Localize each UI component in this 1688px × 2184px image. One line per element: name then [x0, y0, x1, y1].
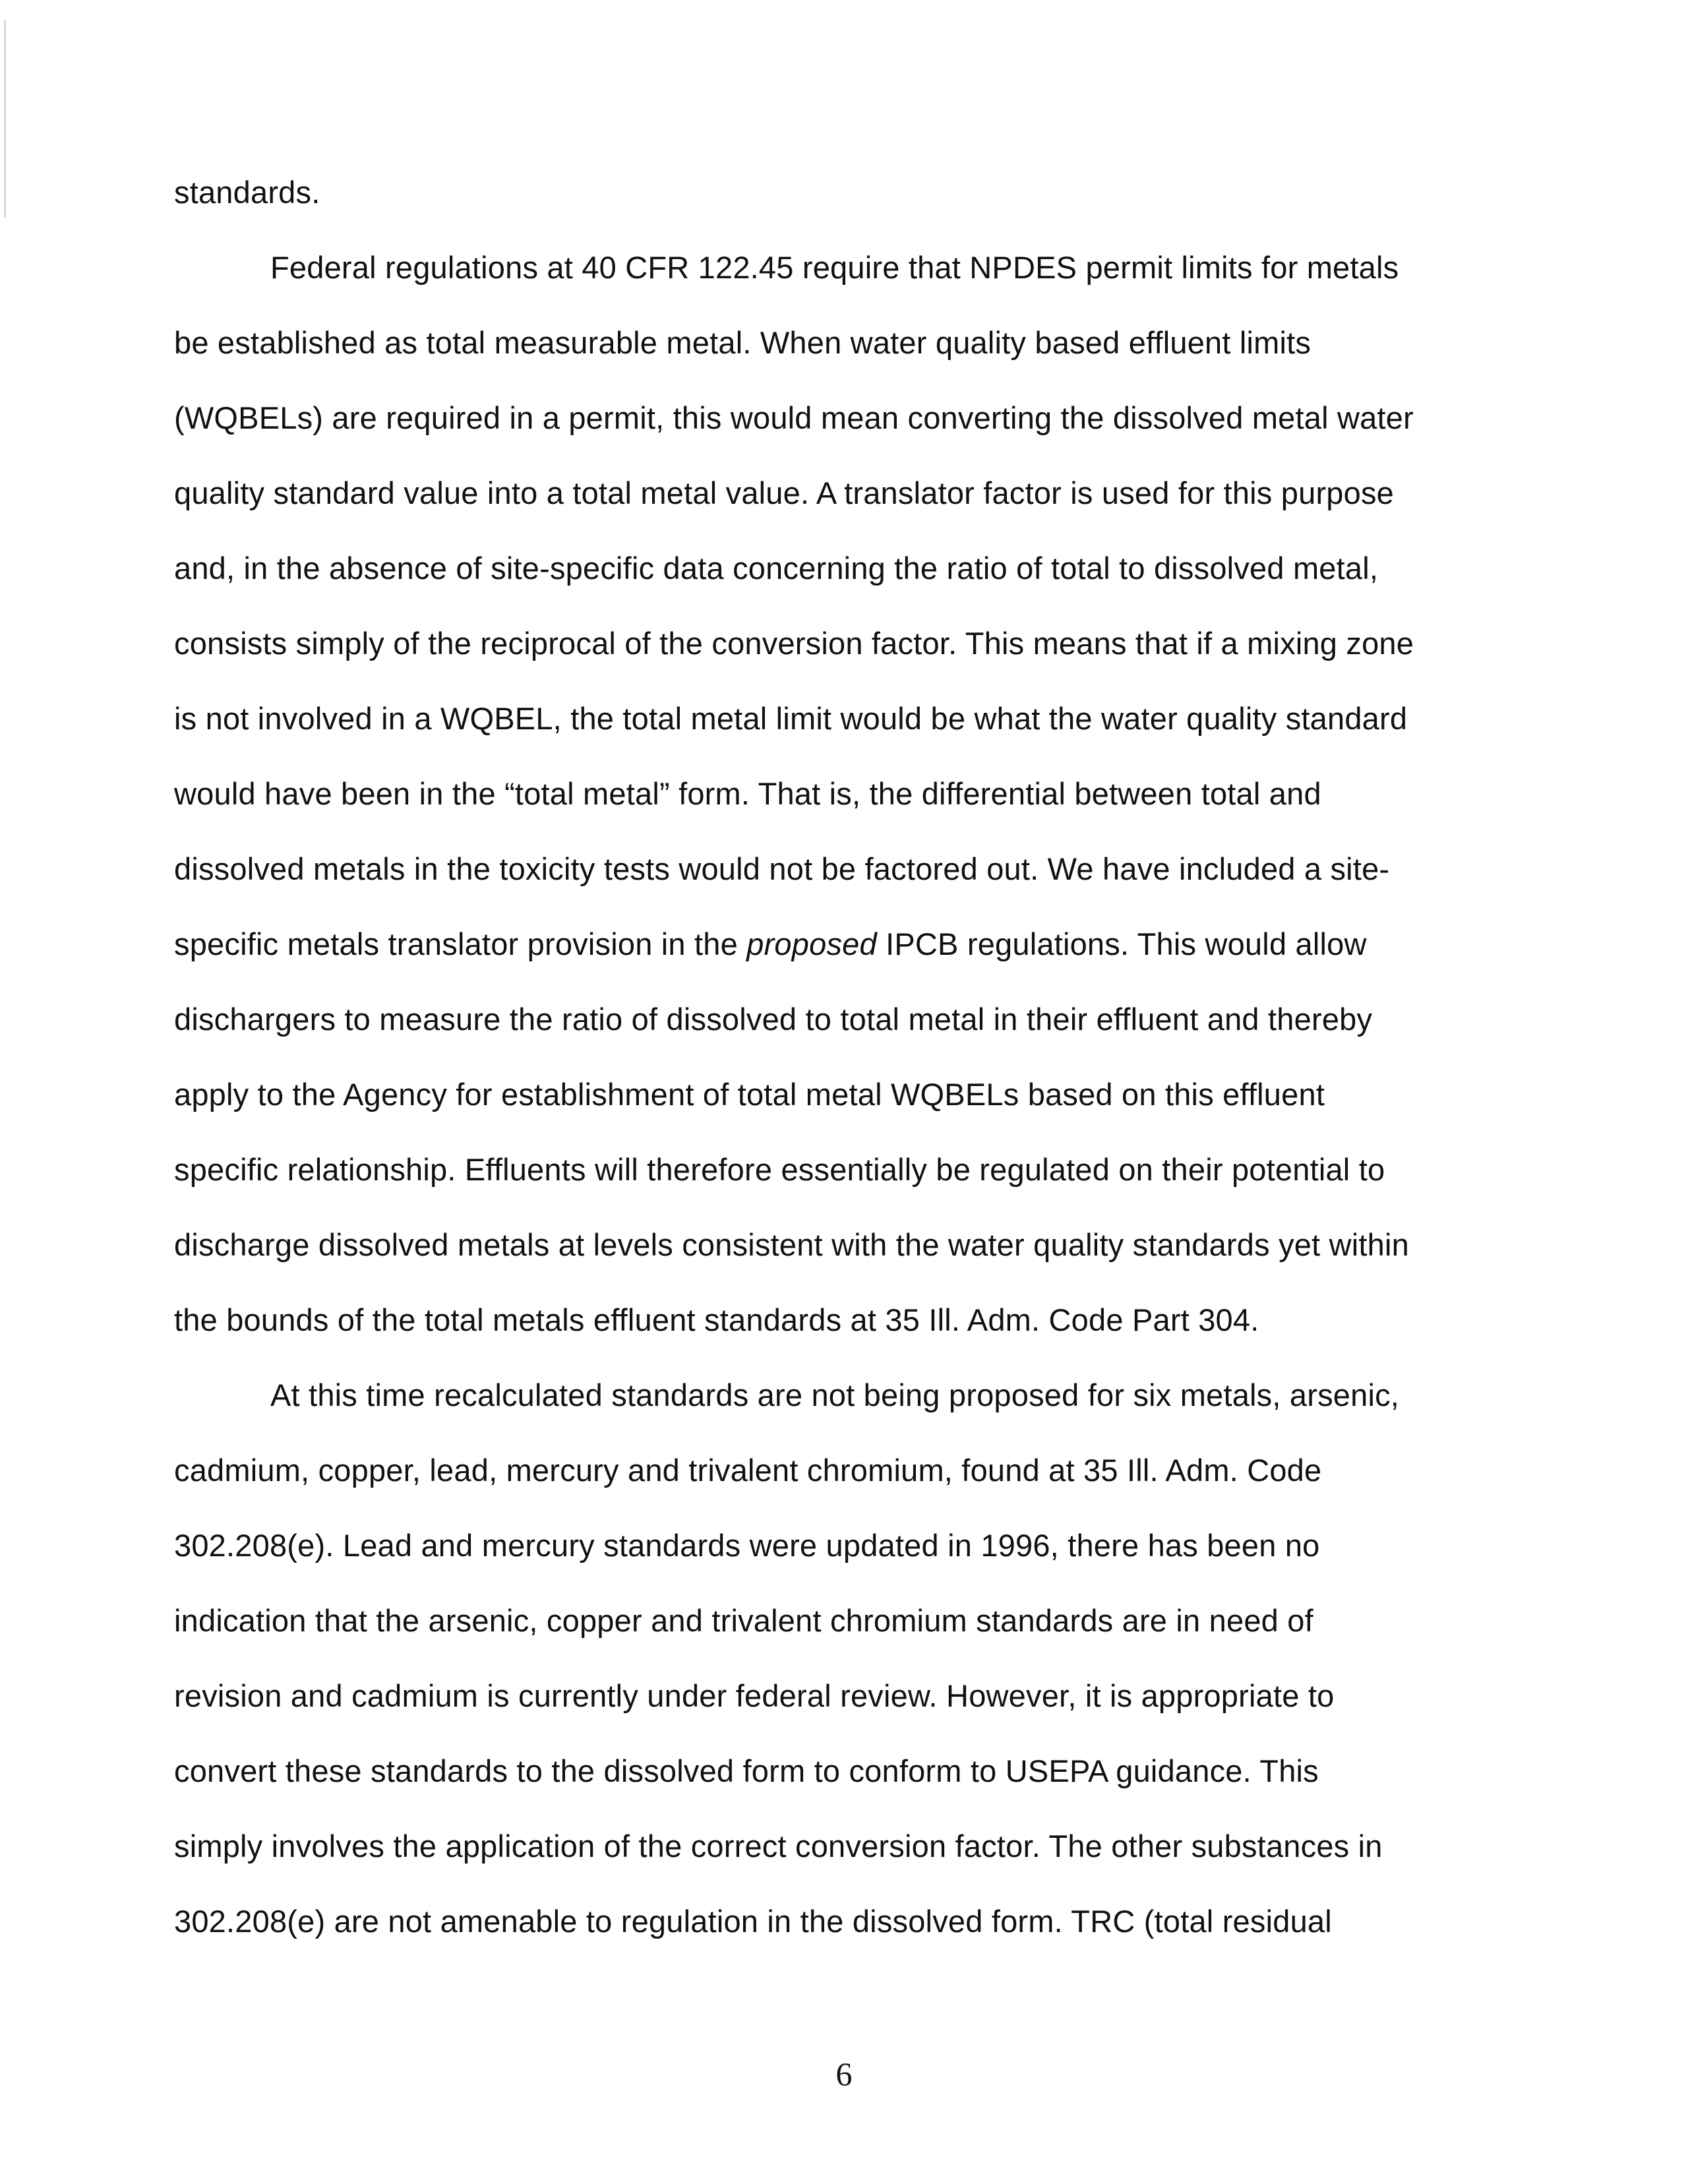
text-line: the bounds of the total metals effluent standards at 35 Ill. Adm. Code Part 304. — [174, 1302, 1259, 1337]
text-line: would have been in the “total metal” form. That is, the differential between total and — [174, 776, 1321, 811]
text-line: Federal regulations at 40 CFR 122.45 require that NPDES permit limits for metals — [270, 250, 1399, 285]
text-line: dissolved metals in the toxicity tests would not be factored out. We have included a site- — [174, 851, 1390, 886]
text-line: simply involves the application of the correct conversion factor. The other substances in — [174, 1829, 1383, 1864]
text-line: At this time recalculated standards are not being proposed for six metals, arsenic, — [270, 1378, 1400, 1412]
text-line: 302.208(e). Lead and mercury standards were updated in 1996, there has been no — [174, 1528, 1320, 1563]
text-line: indication that the arsenic, copper and trivalent chromium standards are in need of — [174, 1603, 1313, 1638]
text-line: and, in the absence of site-specific data concerning the ratio of total to dissolved metal, — [174, 551, 1379, 586]
scan-edge-mark — [4, 20, 6, 218]
text-line: cadmium, copper, lead, mercury and trivalent chromium, found at 35 Ill. Adm. Code — [174, 1453, 1322, 1488]
text-line: is not involved in a WQBEL, the total metal limit would be what the water quality standard — [174, 701, 1408, 736]
text-line: be established as total measurable metal. When water quality based effluent limits — [174, 325, 1311, 360]
text-line: (WQBELs) are required in a permit, this would mean converting the dissolved metal water — [174, 400, 1414, 435]
emphasized-word: proposed — [746, 926, 877, 961]
text-line: 302.208(e) are not amenable to regulation in the dissolved form. TRC (total residual — [174, 1904, 1332, 1939]
text-line: specific relationship. Effluents will therefore essentially be regulated on their potential to — [174, 1152, 1385, 1187]
text-line: dischargers to measure the ratio of dissolved to total metal in their effluent and thereby — [174, 1002, 1373, 1037]
text-line: consists simply of the reciprocal of the conversion factor. This means that if a mixing zone — [174, 626, 1414, 661]
text-line: quality standard value into a total metal value. A translator factor is used for this purpose — [174, 475, 1395, 510]
text-line: apply to the Agency for establishment of total metal WQBELs based on this effluent — [174, 1077, 1325, 1112]
text-segment: IPCB regulations. This would allow — [876, 926, 1367, 961]
text-line: discharge dissolved metals at levels consistent with the water quality standards yet within — [174, 1227, 1410, 1262]
text-line: convert these standards to the dissolved form to conform to USEPA guidance. This — [174, 1753, 1319, 1788]
text-line: revision and cadmium is currently under federal review. However, it is appropriate to — [174, 1678, 1335, 1713]
text-line: standards. — [174, 175, 320, 210]
text-segment: specific metals translator provision in the — [174, 926, 747, 961]
page-number: 6 — [835, 2055, 853, 2092]
text-line-with-emphasis — [174, 925, 1519, 964]
